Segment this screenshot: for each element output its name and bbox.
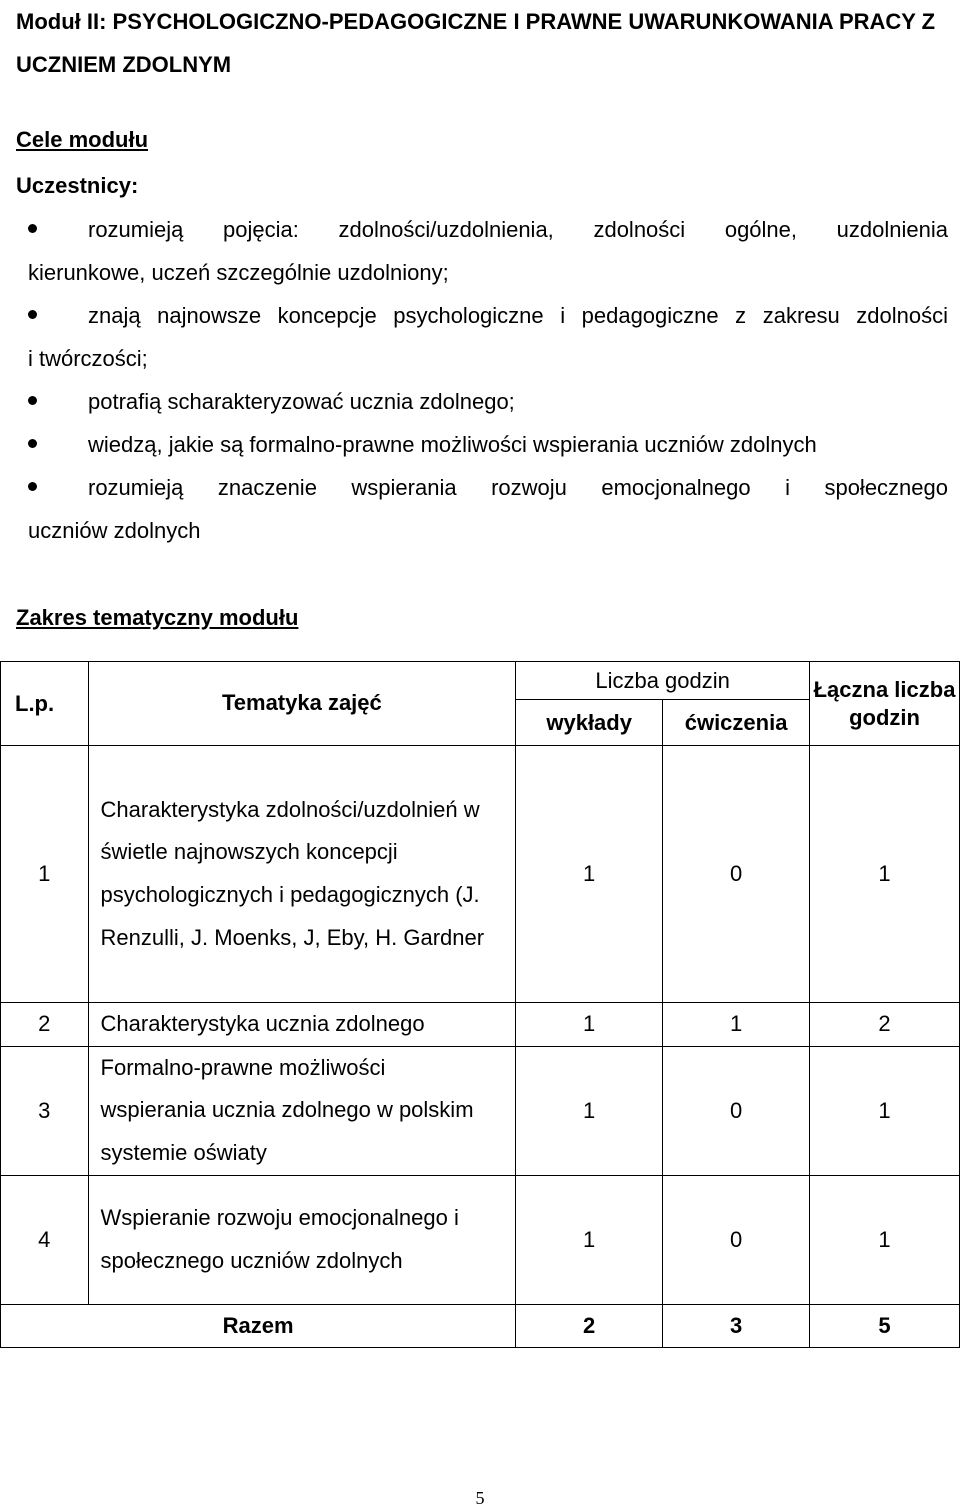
goal-item [28,208,948,294]
row-topic: Charakterystyka ucznia zdolnego [88,1003,516,1047]
table-row [1,1175,960,1304]
row-lectures: 1 [516,1003,663,1047]
lp-header: L.p. [1,662,89,746]
row-exercises: 1 [663,1003,810,1047]
goal-item-text: potrafią scharakteryzować ucznia zdolnego; [88,389,515,414]
topics-table [0,661,960,1348]
row-total: 1 [810,1046,960,1175]
bullet-icon [28,439,37,448]
row-lectures: 1 [516,1046,663,1175]
goal-item-text: rozumieją znaczenie wspierania rozwoju emocjonalnego i społecznego [88,475,948,500]
summary-label: Razem [1,1304,516,1347]
module-title: Moduł II: PSYCHOLOGICZNO-PEDAGOGICZNE I PRAWNE UWARUNKOWANIA PRACY Z UCZNIEM ZDOLNYM [16,9,936,77]
row-lp: 3 [1,1046,89,1175]
summary-lectures: 2 [516,1304,663,1347]
goal-item-continuation: kierunkowe, uczeń szczególnie uzdolniony; [28,260,449,285]
scope-heading: Zakres tematyczny modułu [16,605,299,630]
page-number: 5 [475,1488,485,1508]
goal-item-text: znają najnowsze koncepcje psychologiczne i pedagogiczne z zakresu zdolności [88,303,948,328]
row-total: 1 [810,746,960,1003]
row-total: 2 [810,1003,960,1047]
row-topic: Charakterystyka zdolności/uzdolnień w świetle najnowszych koncepcji psychologicznych i pedagogicznych (J. Renzulli, J. Moenks, J, Eby, H. Gardner [88,746,516,1003]
row-lectures: 1 [516,1175,663,1304]
hours-header: Liczba godzin [516,662,810,700]
row-total: 1 [810,1175,960,1304]
bullet-icon [28,310,37,319]
goal-item [28,466,948,552]
exercises-header: ćwiczenia [663,700,810,746]
goal-item [28,294,948,380]
total-hours-header: Łączna liczba godzin [810,662,960,746]
bullet-icon [28,482,37,491]
goal-item-text: wiedzą, jakie są formalno-prawne możliwości wspierania uczniów zdolnych [88,432,817,457]
summary-exercises: 3 [663,1304,810,1347]
table-row [1,746,960,1003]
table-header-row [1,662,960,700]
goals-heading: Cele modułu [16,127,149,152]
participants-heading: Uczestnicy: [16,173,139,198]
goal-item-text: rozumieją pojęcia: zdolności/uzdolnienia, zdolności ogólne, uzdolnienia [88,217,948,242]
goal-item [28,423,948,466]
bullet-icon [28,396,37,405]
goal-item [28,380,948,423]
goal-item-continuation: i twórczości; [28,346,148,371]
summary-total: 5 [810,1304,960,1347]
topic-header: Tematyka zajęć [88,662,516,746]
row-lp: 2 [1,1003,89,1047]
row-exercises: 0 [663,746,810,1003]
row-lp: 4 [1,1175,89,1304]
table-row [1,1046,960,1175]
row-topic: Wspieranie rozwoju emocjonalnego i społecznego uczniów zdolnych [88,1175,516,1304]
lectures-header: wykłady [516,700,663,746]
summary-row [1,1304,960,1347]
row-lp: 1 [1,746,89,1003]
row-exercises: 0 [663,1175,810,1304]
table-row [1,1003,960,1047]
row-exercises: 0 [663,1046,810,1175]
row-lectures: 1 [516,746,663,1003]
row-topic: Formalno-prawne możliwości wspierania ucznia zdolnego w polskim systemie oświaty [88,1046,516,1175]
goal-item-continuation: uczniów zdolnych [28,518,201,543]
goals-list [28,208,948,552]
bullet-icon [28,224,37,233]
